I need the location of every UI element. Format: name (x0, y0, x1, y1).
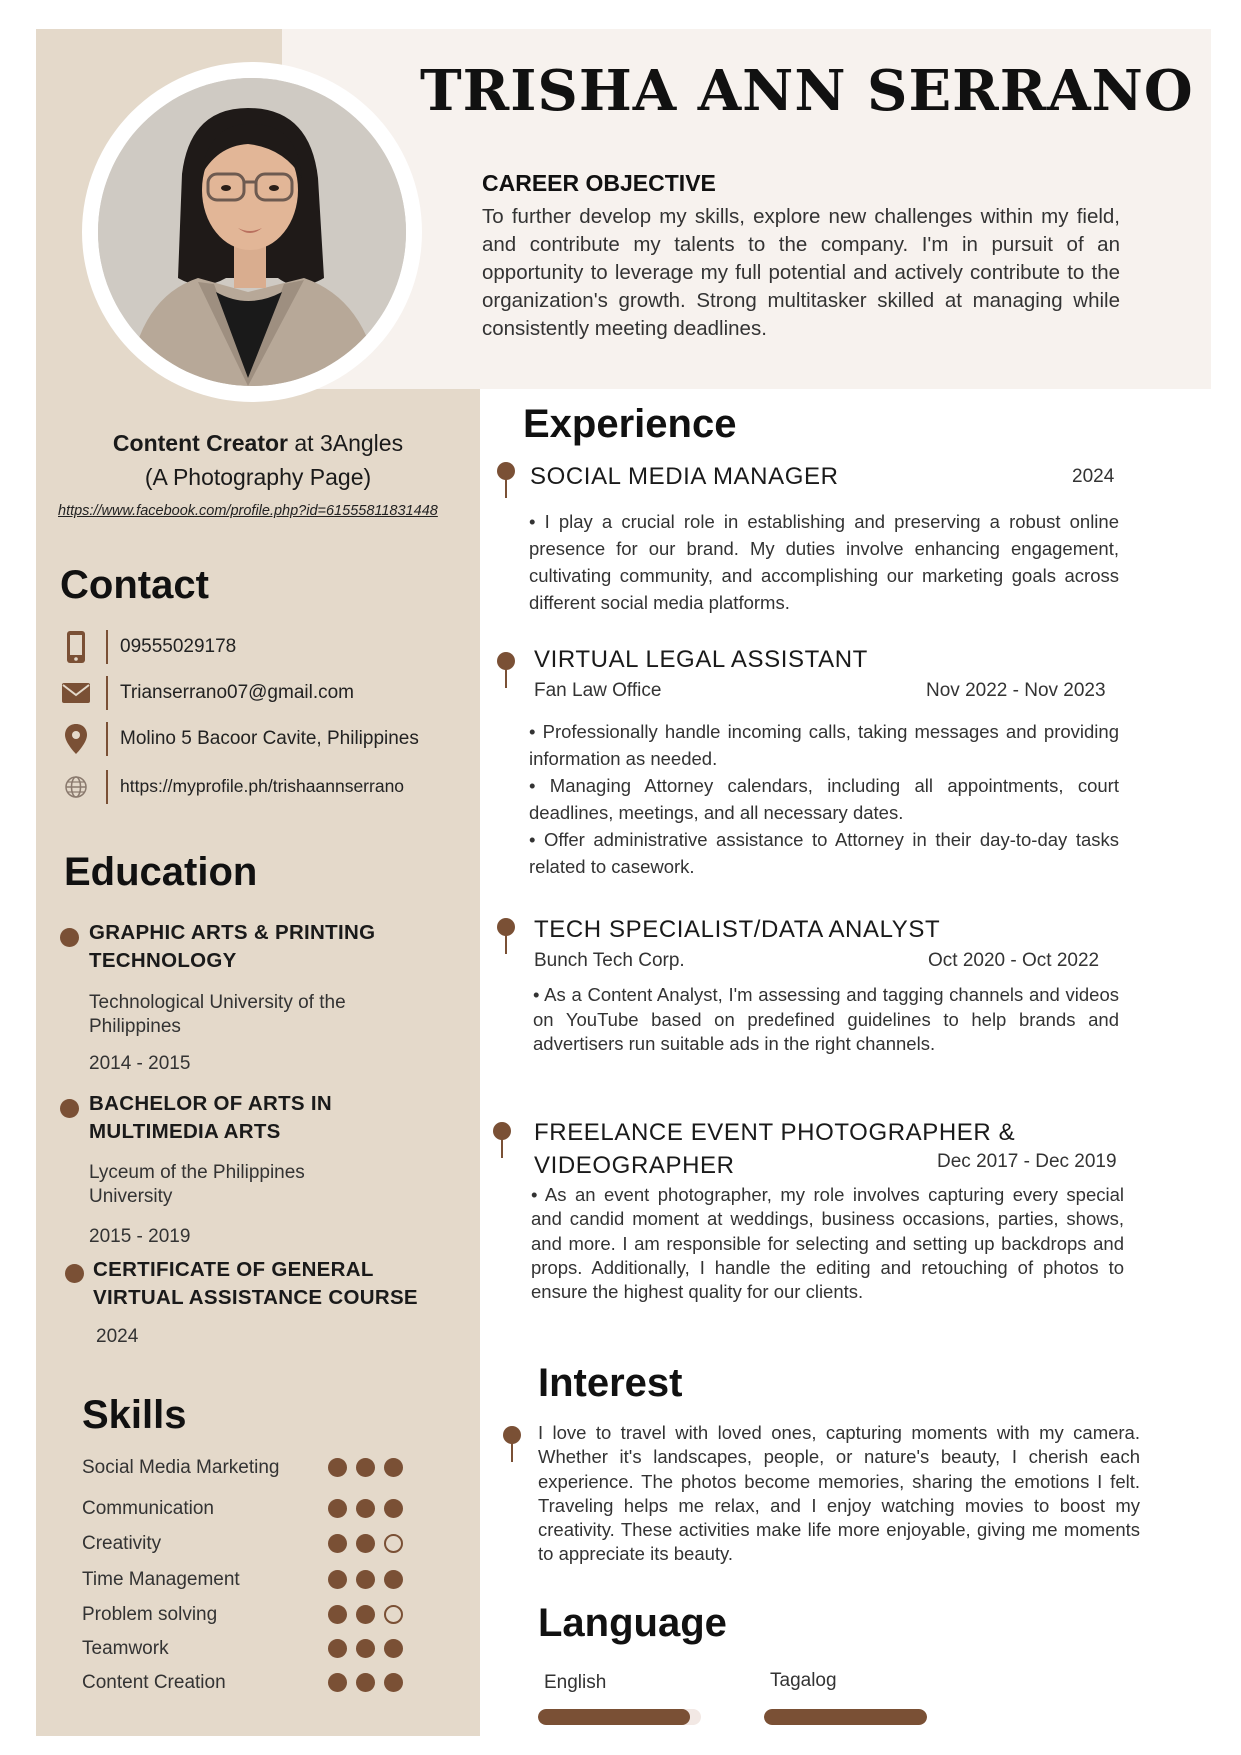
interest-text: I love to travel with loved ones, capturing moments with my camera. Whether it's landscapes, people, or nature's beauty, I cherish each experience. The photos become memories, sharing the emotions I felt. Traveling helps me relax, and I enjoy watching movies to boost my creativity. These activities make life more enjoyable, giving me moments to appreciate its beauty. (538, 1422, 1140, 1565)
job-2-title: VIRTUAL LEGAL ASSISTANT (534, 646, 868, 673)
skill-dot-filled (356, 1570, 375, 1589)
skill-dot-filled (384, 1673, 403, 1692)
career-objective-text: To further develop my skills, explore new challenges within my field, and contribute my talents to the company. I'm in pursuit of an opportunity to leverage my full potential and actively contribute to the organization's growth. Strong multitasker skilled at managing while consistently meeting deadlines. (482, 205, 1120, 340)
language-title: Language (538, 1601, 727, 1645)
education-1-school (89, 991, 346, 1039)
facebook-profile-link[interactable]: https://www.facebook.com/profile.php?id=61555811831448 (58, 503, 438, 519)
education-1-school-line1: Technological University of the (89, 992, 346, 1013)
contact-address (60, 722, 470, 756)
education-2-degree-line1: BACHELOR OF ARTS IN (89, 1092, 332, 1115)
contact-title: Contact (60, 563, 209, 607)
interest-title: Interest (538, 1361, 683, 1405)
skill-rating (328, 1458, 403, 1477)
language-2-label: Tagalog (770, 1670, 837, 1691)
mail-icon (60, 676, 92, 710)
language-2-bar (764, 1709, 927, 1725)
job-4-bullet: • As an event photographer, my role involves capturing every special and candid moment at weddings, business occasions, parties, shows, and more. I am responsible for selecting and setting up backdrops and props. Additionally, I handle the editing and retouching of photos to ensure the highest quality for our clients. (531, 1184, 1124, 1303)
job-2-dates: Nov 2022 - Nov 2023 (926, 680, 1106, 701)
job-1-bullet: • I play a crucial role in establishing and preserving a robust online presence for our brand. My duties involve enhancing engagement, cultivating community, and accomplishing our marketing goals across different social media platforms. (529, 511, 1119, 613)
skill-dot-filled (328, 1639, 347, 1658)
skill-dot-filled (356, 1499, 375, 1518)
job-2-bullet-3: • Offer administrative assistance to Attorney in their day-to-day tasks related to casework. (529, 829, 1119, 877)
skill-dot-filled (356, 1639, 375, 1658)
job-3-company: Bunch Tech Corp. (534, 950, 685, 971)
skill-rating (328, 1534, 403, 1553)
education-3-certificate (93, 1256, 418, 1312)
phone-number: 09555029178 (120, 636, 237, 657)
job-3-bullet: • As a Content Analyst, I'm assessing and tagging channels and videos on YouTube based on predefined guidelines to help brands and advertisers run suitable ads in the right channels. (533, 984, 1119, 1054)
skill-row (82, 1672, 422, 1694)
skill-dot-filled (328, 1673, 347, 1692)
language-1-bar-fill (538, 1709, 690, 1725)
skill-dot-filled (328, 1605, 347, 1624)
skill-dot-filled (384, 1570, 403, 1589)
current-role-page: (A Photography Page) (144, 464, 372, 490)
job-1-title: SOCIAL MEDIA MANAGER (530, 463, 839, 490)
skill-label: Social Media Marketing (82, 1457, 280, 1478)
skill-label: Communication (82, 1498, 214, 1519)
timeline-pin-icon (497, 652, 515, 688)
timeline-pin-icon (497, 918, 515, 954)
job-1-dates: 2024 (1072, 466, 1115, 487)
education-1-school-line2: Philippines (89, 1016, 181, 1037)
website-url[interactable]: https://myprofile.ph/trishaannserrano (120, 776, 405, 796)
skill-row (82, 1604, 422, 1626)
profile-photo-illustration (98, 78, 406, 386)
education-bullet (60, 1099, 79, 1118)
education-bullet (65, 1264, 84, 1283)
career-objective-title: CAREER OBJECTIVE (482, 170, 716, 196)
education-2-school-line2: University (89, 1186, 173, 1207)
contact-website (60, 770, 470, 804)
timeline-pin-icon (493, 1122, 511, 1158)
job-3-title: TECH SPECIALIST/DATA ANALYST (534, 916, 941, 943)
skill-rating (328, 1570, 403, 1589)
skill-dot-filled (384, 1639, 403, 1658)
skill-rating (328, 1499, 403, 1518)
education-2-school (89, 1161, 305, 1209)
job-2-bullet-2: • Managing Attorney calendars, including all appointments, court deadlines, meetings, and all necessary dates. (529, 775, 1119, 823)
education-1-degree-line1: GRAPHIC ARTS & PRINTING (89, 921, 376, 944)
education-bullet (60, 928, 79, 947)
current-role-company: at 3Angles (287, 430, 404, 456)
contact-separator (106, 630, 108, 664)
skill-row (82, 1498, 422, 1520)
language-1-label: English (544, 1672, 607, 1693)
skill-dot-empty (384, 1534, 403, 1553)
contact-separator (106, 722, 108, 756)
skill-dot-filled (328, 1534, 347, 1553)
job-2-bullet-1: • Professionally handle incoming calls, taking messages and providing information as needed. (529, 721, 1119, 769)
skill-rating (328, 1639, 403, 1658)
skill-label: Problem solving (82, 1604, 218, 1625)
contact-phone (60, 630, 470, 664)
current-role (36, 430, 480, 457)
skill-dot-filled (328, 1458, 347, 1477)
education-3-certificate-line1: CERTIFICATE OF GENERAL (93, 1258, 374, 1281)
phone-icon (60, 630, 92, 664)
language-2-bar-fill (764, 1709, 927, 1725)
contact-separator (106, 770, 108, 804)
education-title: Education (64, 850, 258, 894)
experience-title: Experience (523, 402, 737, 446)
education-1-years: 2014 - 2015 (89, 1053, 191, 1074)
contact-separator (106, 676, 108, 710)
skill-row (82, 1569, 422, 1591)
skill-rating (328, 1673, 403, 1692)
job-4-dates: Dec 2017 - Dec 2019 (937, 1151, 1117, 1172)
skill-dot-filled (328, 1570, 347, 1589)
skill-dot-filled (384, 1499, 403, 1518)
home-address: Molino 5 Bacoor Cavite, Philippines (120, 728, 419, 749)
education-2-degree-line2: MULTIMEDIA ARTS (89, 1120, 281, 1143)
email-address[interactable]: Trianserrano07@gmail.com (120, 682, 355, 703)
education-1-degree-line2: TECHNOLOGY (89, 949, 237, 972)
education-2-school-line1: Lyceum of the Philippines (89, 1162, 305, 1183)
skill-label: Time Management (82, 1569, 240, 1590)
skill-row (82, 1533, 422, 1555)
skill-dot-filled (356, 1673, 375, 1692)
job-4-title-line2: VIDEOGRAPHER (534, 1152, 735, 1179)
skill-dot-empty (384, 1605, 403, 1624)
skill-dot-filled (356, 1605, 375, 1624)
globe-icon (60, 770, 92, 804)
timeline-pin-icon (503, 1426, 521, 1462)
education-1-degree (89, 919, 375, 975)
skills-title: Skills (82, 1393, 187, 1437)
job-4-title-line1: FREELANCE EVENT PHOTOGRAPHER & (534, 1119, 1016, 1146)
skill-dot-filled (356, 1534, 375, 1553)
skill-rating (328, 1605, 403, 1624)
candidate-name: TRISHA ANN SERRANO (420, 58, 1194, 124)
job-2-company: Fan Law Office (534, 680, 662, 701)
timeline-pin-icon (497, 462, 515, 498)
location-pin-icon (60, 722, 92, 756)
skill-label: Content Creation (82, 1672, 226, 1693)
education-2-years: 2015 - 2019 (89, 1226, 191, 1247)
current-role-title: Content Creator (112, 430, 288, 456)
education-2-degree (89, 1090, 332, 1146)
skill-row (82, 1638, 422, 1660)
education-3-certificate-line2: VIRTUAL ASSISTANCE COURSE (93, 1286, 418, 1309)
language-1-bar (538, 1709, 701, 1725)
skill-dot-filled (328, 1499, 347, 1518)
education-3-years: 2024 (96, 1326, 139, 1347)
skill-label: Teamwork (82, 1638, 169, 1659)
skill-dot-filled (356, 1458, 375, 1477)
skill-row (82, 1457, 422, 1479)
job-3-dates: Oct 2020 - Oct 2022 (928, 950, 1100, 971)
contact-email (60, 676, 470, 710)
skill-label: Creativity (82, 1533, 162, 1554)
skill-dot-filled (384, 1458, 403, 1477)
profile-photo (98, 78, 406, 386)
